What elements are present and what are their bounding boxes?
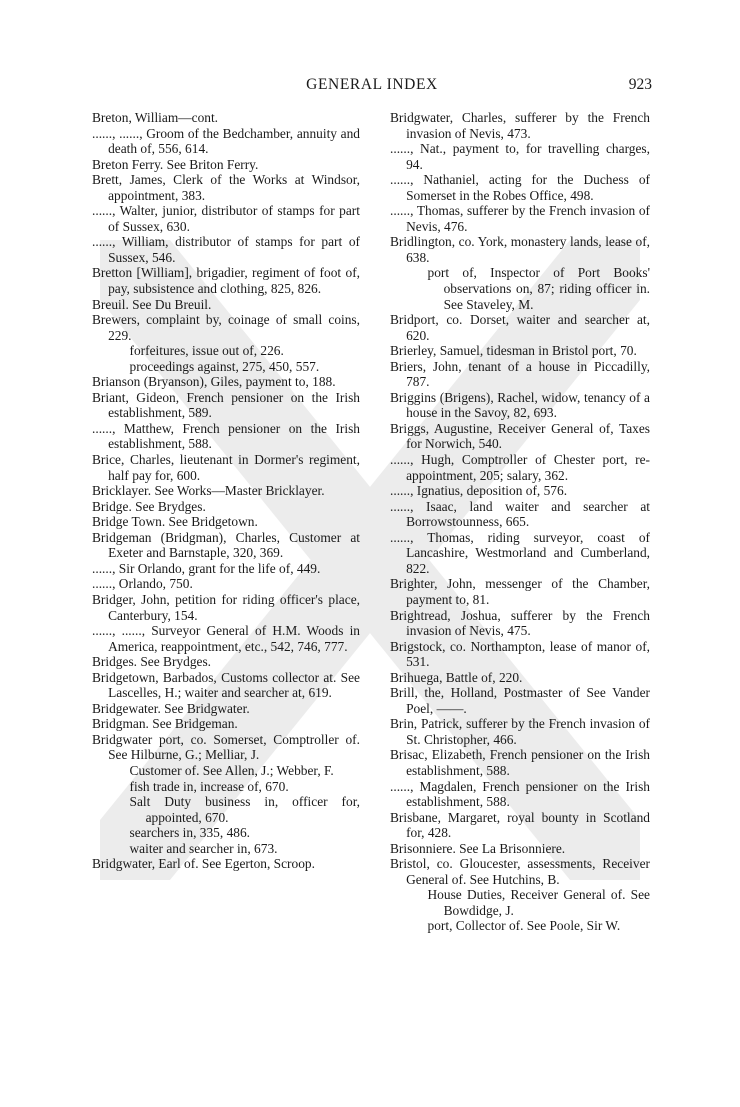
index-entry: Brigstock, co. Northampton, lease of manor of, 531. <box>390 638 650 670</box>
index-entry: Bridges. See Brydges. <box>92 654 212 670</box>
index-entry: Customer of. See Allen, J.; Webber, F. <box>129 762 334 778</box>
index-entry: ......, Nathaniel, acting for the Duchess of Somerset in the Robes Office, 498. <box>390 172 650 203</box>
index-entry: ......, Thomas, riding surveyor, coast of Lancashire, Westmorland and Cumberland, 822. <box>390 529 650 576</box>
index-entry: Brewers, complaint by, coinage of small coins, 229. <box>92 312 360 343</box>
index-entry: Briggins (Brigens), Rachel, widow, tenancy of a house in the Savoy, 82, 693. <box>390 389 650 421</box>
index-entry: Brisac, Elizabeth, French pensioner on the Irish establishment, 588. <box>390 747 650 778</box>
running-head: GENERAL INDEX <box>306 76 438 93</box>
index-entry: Briant, Gideon, French pensioner on the Irish establishment, 589. <box>92 389 360 421</box>
index-entry: Breton Ferry. See Briton Ferry. <box>92 156 259 172</box>
index-entry: Brisonniere. See La Brisonniere. <box>390 840 566 856</box>
index-entry: Brighter, John, messenger of the Chamber, payment to, 81. <box>390 576 650 607</box>
index-entry: Bridgwater port, co. Somerset, Comptroller of. See Hilburne, G.; Melliar, J. <box>92 731 360 763</box>
index-entry: House Duties, Receiver General of. See Bowdidge, J. <box>427 887 650 918</box>
page-number: 923 <box>628 76 652 93</box>
index-entry: ......, William, distributor of stamps for part of Sussex, 546. <box>92 234 360 265</box>
index-entry: ......, Magdalen, French pensioner on the Irish establishment, 588. <box>390 778 650 810</box>
index-entry: Bricklayer. See Works—Master Bricklayer. <box>92 483 325 499</box>
index-entry: Bridgewater. See Bridgwater. <box>92 700 250 716</box>
index-entry: Bridge. See Brydges. <box>92 498 206 514</box>
index-entry: searchers in, 335, 486. <box>129 825 250 841</box>
left-column <box>92 110 360 872</box>
page-header <box>92 76 652 96</box>
index-entry: Brill, the, Holland, Postmaster of See Vander Poel, ——. <box>390 685 650 716</box>
index-entry: ......, Orlando, 750. <box>92 576 193 592</box>
index-entry: ......, Isaac, land waiter and searcher at Borrowstounness, 665. <box>390 498 650 530</box>
index-entry: Bridgwater, Earl of. See Egerton, Scroop. <box>92 856 315 872</box>
index-entry: Brisbane, Margaret, royal bounty in Scotland for, 428. <box>390 809 650 841</box>
index-entry: Breton, William—cont. <box>92 110 219 125</box>
index-entry: proceedings against, 275, 450, 557. <box>129 358 320 374</box>
index-entry: Bridge Town. See Bridgetown. <box>92 514 258 530</box>
index-entry: Bridgwater, Charles, sufferer by the French invasion of Nevis, 473. <box>390 110 650 141</box>
index-entry: ......, Thomas, sufferer by the French invasion of Nevis, 476. <box>390 203 650 234</box>
index-entry: Bridlington, co. York, monastery lands, lease of, 638. <box>390 234 650 265</box>
index-entry: fish trade in, increase of, 670. <box>129 778 289 794</box>
index-entry: port, Collector of. See Poole, Sir W. <box>427 918 621 934</box>
index-entry: Brianson (Bryanson), Giles, payment to, 188. <box>92 374 336 390</box>
index-entry: Salt Duty business in, officer for, appointed, 670. <box>129 794 360 825</box>
index-entry: Brin, Patrick, sufferer by the French invasion of St. Christopher, 466. <box>390 716 650 747</box>
index-entry: ......, Ignatius, deposition of, 576. <box>390 483 568 499</box>
index-entry: Briers, John, tenant of a house in Piccadilly, 787. <box>390 358 650 390</box>
index-entry: Brice, Charles, lieutenant in Dormer's regiment, half pay for, 600. <box>92 452 360 483</box>
index-entry: ......, Sir Orlando, grant for the life of, 449. <box>92 560 321 576</box>
index-entry: Breuil. See Du Breuil. <box>92 296 212 312</box>
index-entry: Bretton [William], brigadier, regiment of foot of, pay, subsistence and clothing, 825, 826. <box>92 265 360 297</box>
index-entry: port of, Inspector of Port Books' observations on, 87; riding officer in. See Staveley, M. <box>427 265 650 312</box>
index-entry: ......, Matthew, French pensioner on the Irish establishment, 588. <box>92 420 360 452</box>
index-entry: Bridport, co. Dorset, waiter and searcher at, 620. <box>390 312 650 343</box>
index-entry: ......, Hugh, Comptroller of Chester port, re-appointment, 205; salary, 362. <box>390 452 650 483</box>
index-entry: Brierley, Samuel, tidesman in Bristol port, 70. <box>390 343 637 359</box>
index-entry: forfeitures, issue out of, 226. <box>129 343 284 359</box>
index-entry: Brihuega, Battle of, 220. <box>390 669 523 685</box>
index-entry: ......, ......, Groom of the Bedchamber, annuity and death of, 556, 614. <box>92 125 360 157</box>
index-entry: Bridgeman (Bridgman), Charles, Customer at Exeter and Barnstaple, 320, 369. <box>92 529 360 561</box>
index-entry: Bridger, John, petition for riding officer's place, Canterbury, 154. <box>92 591 360 623</box>
index-entry: ......, Walter, junior, distributor of stamps for part of Sussex, 630. <box>92 203 360 234</box>
index-entry: waiter and searcher in, 673. <box>129 840 278 856</box>
index-entry: Brightread, Joshua, sufferer by the French invasion of Nevis, 475. <box>390 607 650 639</box>
index-entry: ......, Nat., payment to, for travelling charges, 94. <box>390 141 650 172</box>
index-entry: Bridgman. See Bridgeman. <box>92 716 238 732</box>
index-entry: ......, ......, Surveyor General of H.M. Woods in America, reappointment, etc., 542, 746, 777. <box>92 623 360 654</box>
index-entry: Briggs, Augustine, Receiver General of, Taxes for Norwich, 540. <box>390 420 650 452</box>
index-entry: Brett, James, Clerk of the Works at Windsor, appointment, 383. <box>92 172 360 203</box>
index-entry: Bristol, co. Gloucester, assessments, Receiver General of. See Hutchins, B. <box>390 856 650 887</box>
right-column <box>390 110 650 934</box>
index-entry: Bridgetown, Barbados, Customs collector at. See Lascelles, H.; waiter and searcher at, 619. <box>92 669 360 701</box>
